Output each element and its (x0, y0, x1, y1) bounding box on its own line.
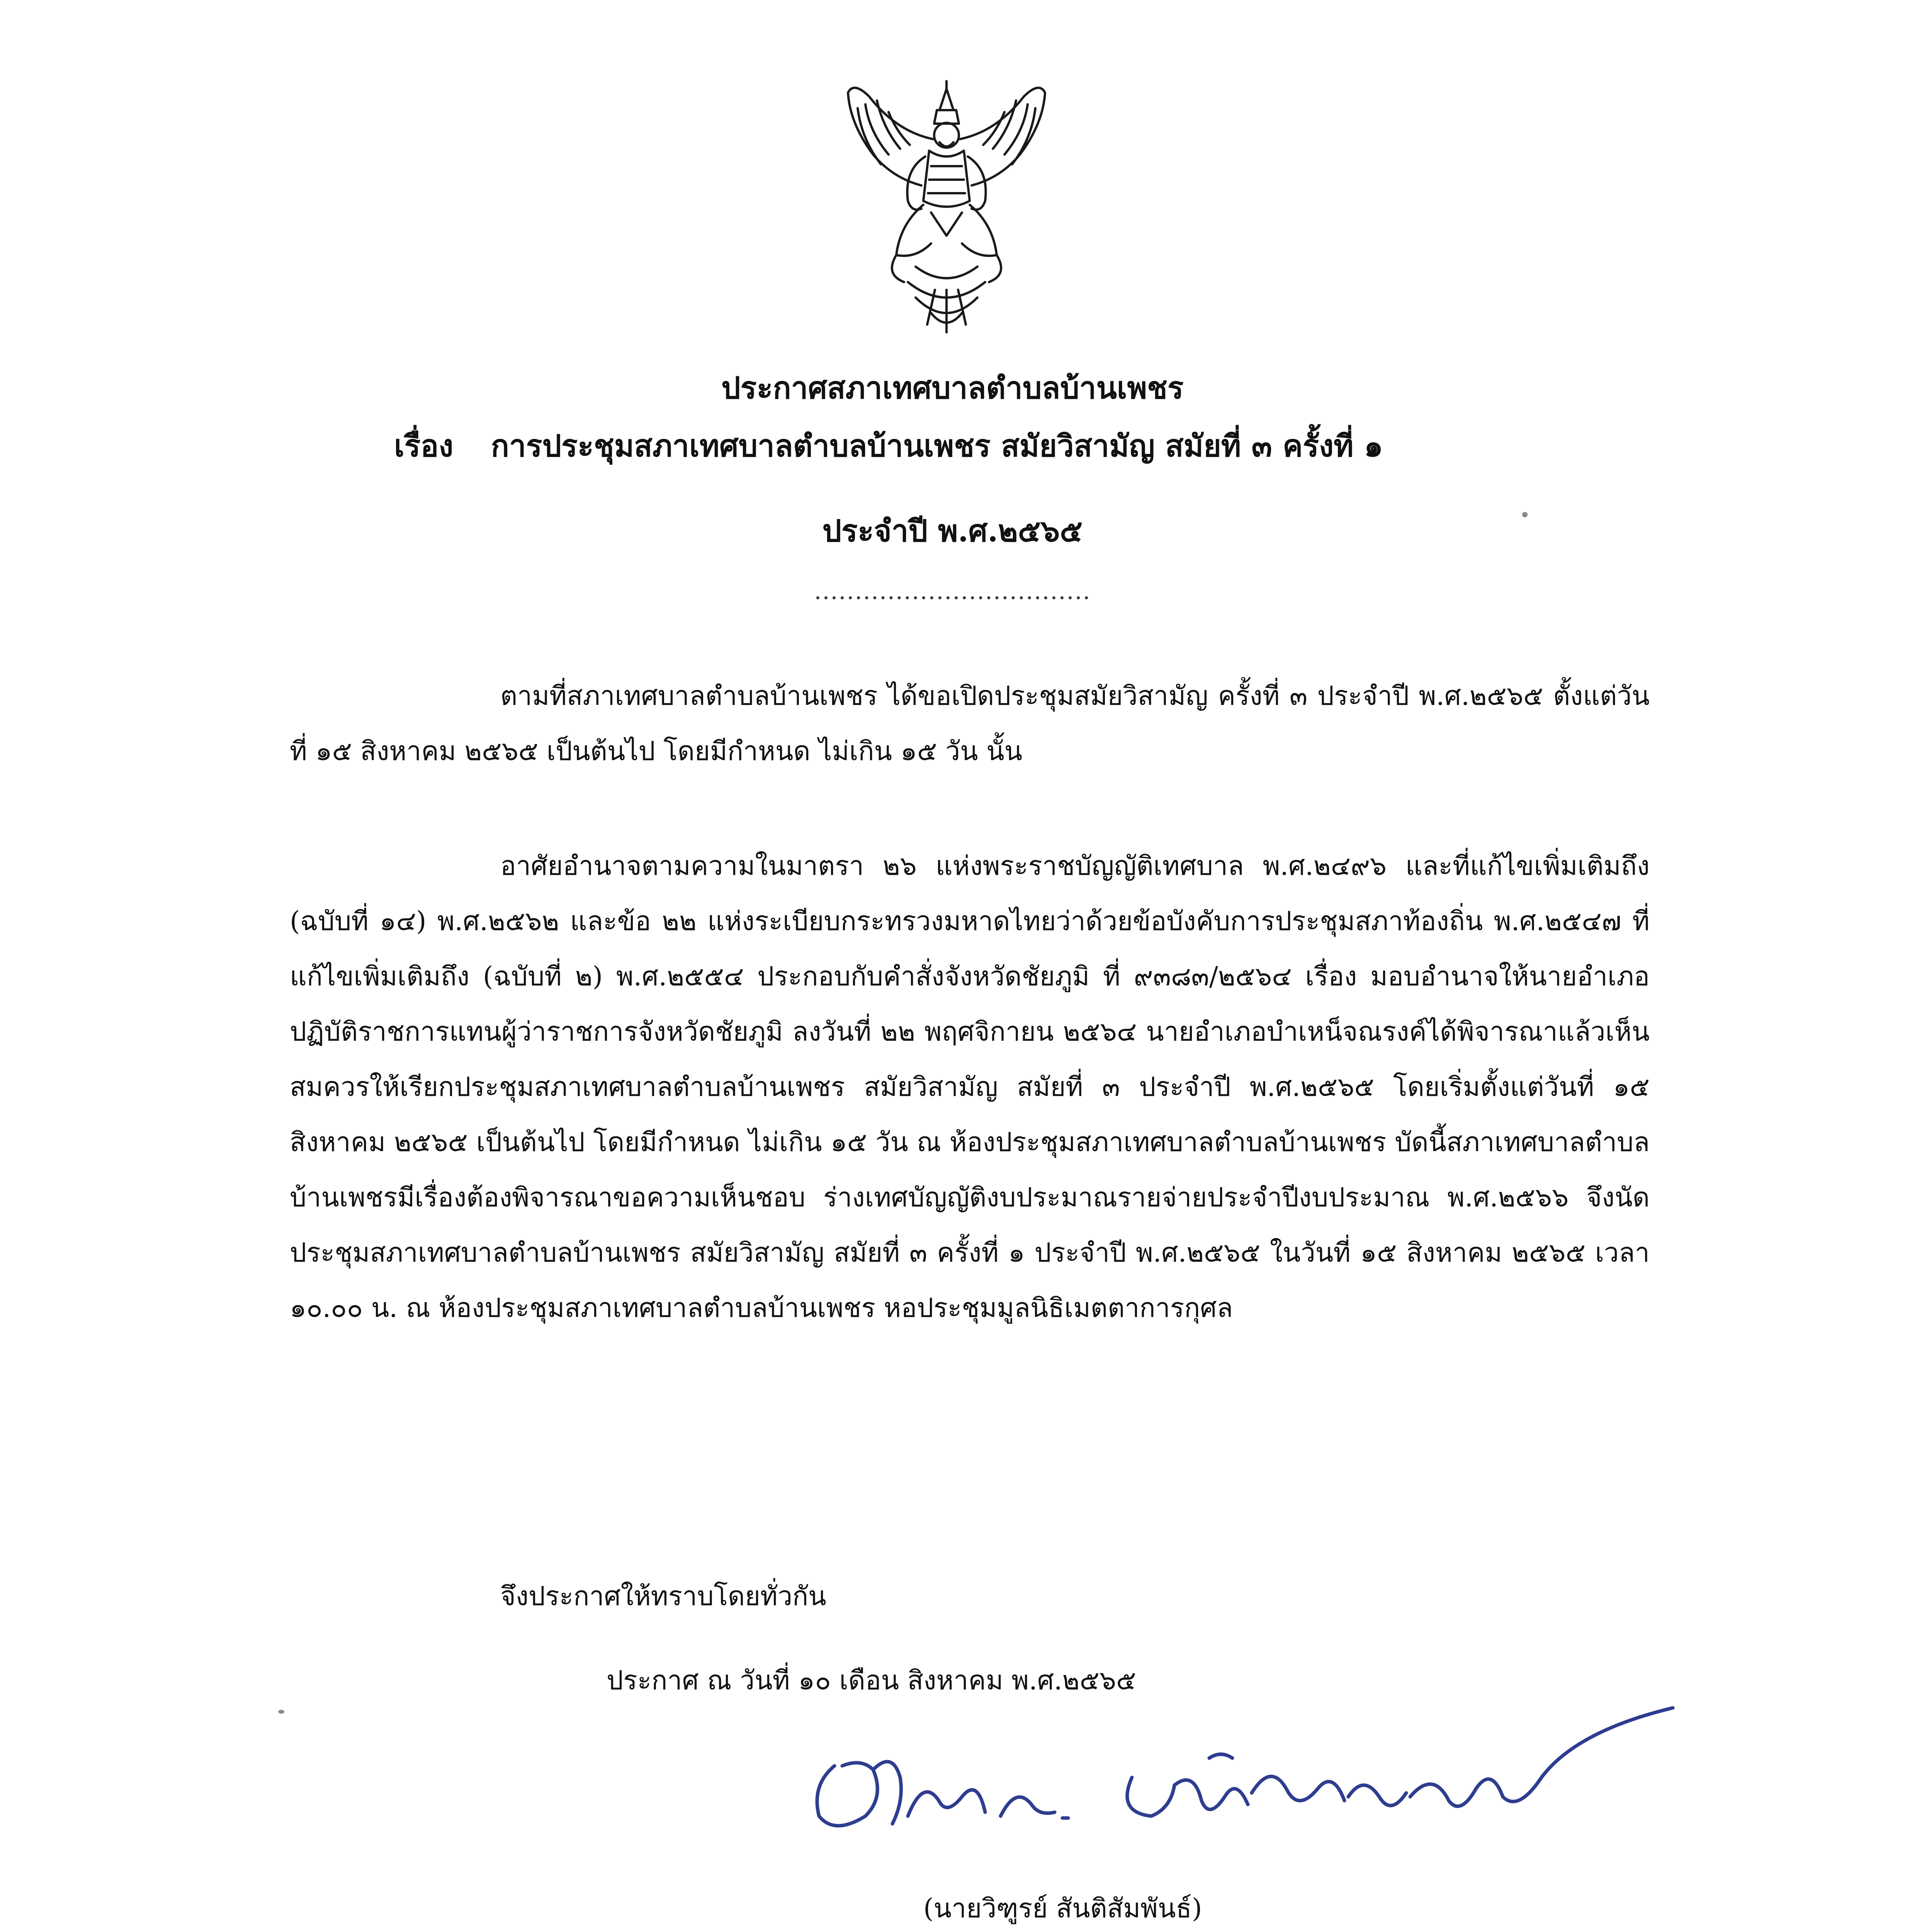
paragraph-authority: อาศัยอำนาจตามความในมาตรา ๒๖ แห่งพระราชบัญญัติเทศบาล พ.ศ.๒๔๙๖ และที่แก้ไขเพิ่มเติมถึง (ฉบับที่ ๑๔) พ.ศ.๒๕๖๒ และข้อ ๒๒ แห่งระเบียบกระทรวงมหาดไทยว่าด้วยข้อบังคับการประชุมสภาท้องถิ่น พ.ศ.๒๕๔๗ ที่แก้ไขเพิ่มเติมถึง (ฉบับที่ ๒) พ.ศ.๒๕๕๔ ประกอบกับคำสั่งจังหวัดชัยภูมิ ที่ ๙๓๘๓/๒๕๖๔ เรื่อง มอบอำนาจให้นายอำเภอปฏิบัติราชการแทนผู้ว่าราชการจังหวัดชัยภูมิ ลงวันที่ ๒๒ พฤศจิกายน ๒๕๖๔ นายอำเภอบำเหน็จณรงค์ได้พิจารณาแล้วเห็นสมควรให้เรียกประชุมสภาเทศบาลตำบลบ้านเพชร สมัยวิสามัญ สมัยที่ ๓ ประจำปี พ.ศ.๒๕๖๕ โดยเริ่มตั้งแต่วันที่ ๑๕ สิงหาคม ๒๕๖๕ เป็นต้นไป โดยมีกำหนด ไม่เกิน ๑๕ วัน ณ ห้องประชุมสภาเทศบาลตำบลบ้านเพชร บัดนี้สภาเทศบาลตำบลบ้านเพชรมีเรื่องต้องพิจารณาขอความเห็นชอบ ร่างเทศบัญญัติงบประมาณรายจ่ายประจำปีงบประมาณ พ.ศ.๒๕๖๖ จึงนัดประชุมสภาเทศบาลตำบลบ้านเพชร สมัยวิสามัญ สมัยที่ ๓ ครั้งที่ ๑ ประจำปี พ.ศ.๒๕๖๕ ในวันที่ ๑๕ สิงหาคม ๒๕๖๕ เวลา ๑๐.๐๐ น. ณ ห้องประชุมสภาเทศบาลตำบลบ้านเพชร หอประชุมมูลนิธิเมตตาการกุศล (290, 851, 1650, 1323)
subject-text: การประชุมสภาเทศบาลตำบลบ้านเพชร สมัยวิสามัญ สมัยที่ ๓ ครั้งที่ ๑ (491, 429, 1383, 464)
announcement-date: ประกาศ ณ วันที่ ๑๐ เดือน สิงหาคม พ.ศ.๒๕๖๕ (607, 1665, 1136, 1696)
scan-speck (278, 1710, 284, 1714)
garuda-emblem-icon (838, 73, 1055, 340)
subject-label: เรื่อง (394, 429, 454, 464)
scan-speck (1522, 512, 1528, 517)
signer-name: (นายวิฑูรย์ สันติสัมพันธ์) (923, 1893, 1202, 1924)
document-title: ประกาศสภาเทศบาลตำบลบ้านเพชร (721, 371, 1184, 406)
handwritten-signature (784, 1700, 1696, 1878)
paragraph-intro: ตามที่สภาเทศบาลตำบลบ้านเพชร ได้ขอเปิดประชุมสมัยวิสามัญ ครั้งที่ ๓ ประจำปี พ.ศ.๒๕๖๕ ตั้งแต่วันที่ ๑๕ สิงหาคม ๒๕๖๕ เป็นต้นไป โดยมีกำหนด ไม่เกิน ๑๕ วัน นั้น (290, 681, 1650, 767)
year-line: ประจำปี พ.ศ.๒๕๖๕ (822, 514, 1083, 549)
paragraph-closing: จึงประกาศให้ทราบโดยทั่วกัน (500, 1581, 826, 1612)
subject-row (394, 425, 1383, 468)
separator-line: .................................. (814, 578, 1091, 605)
